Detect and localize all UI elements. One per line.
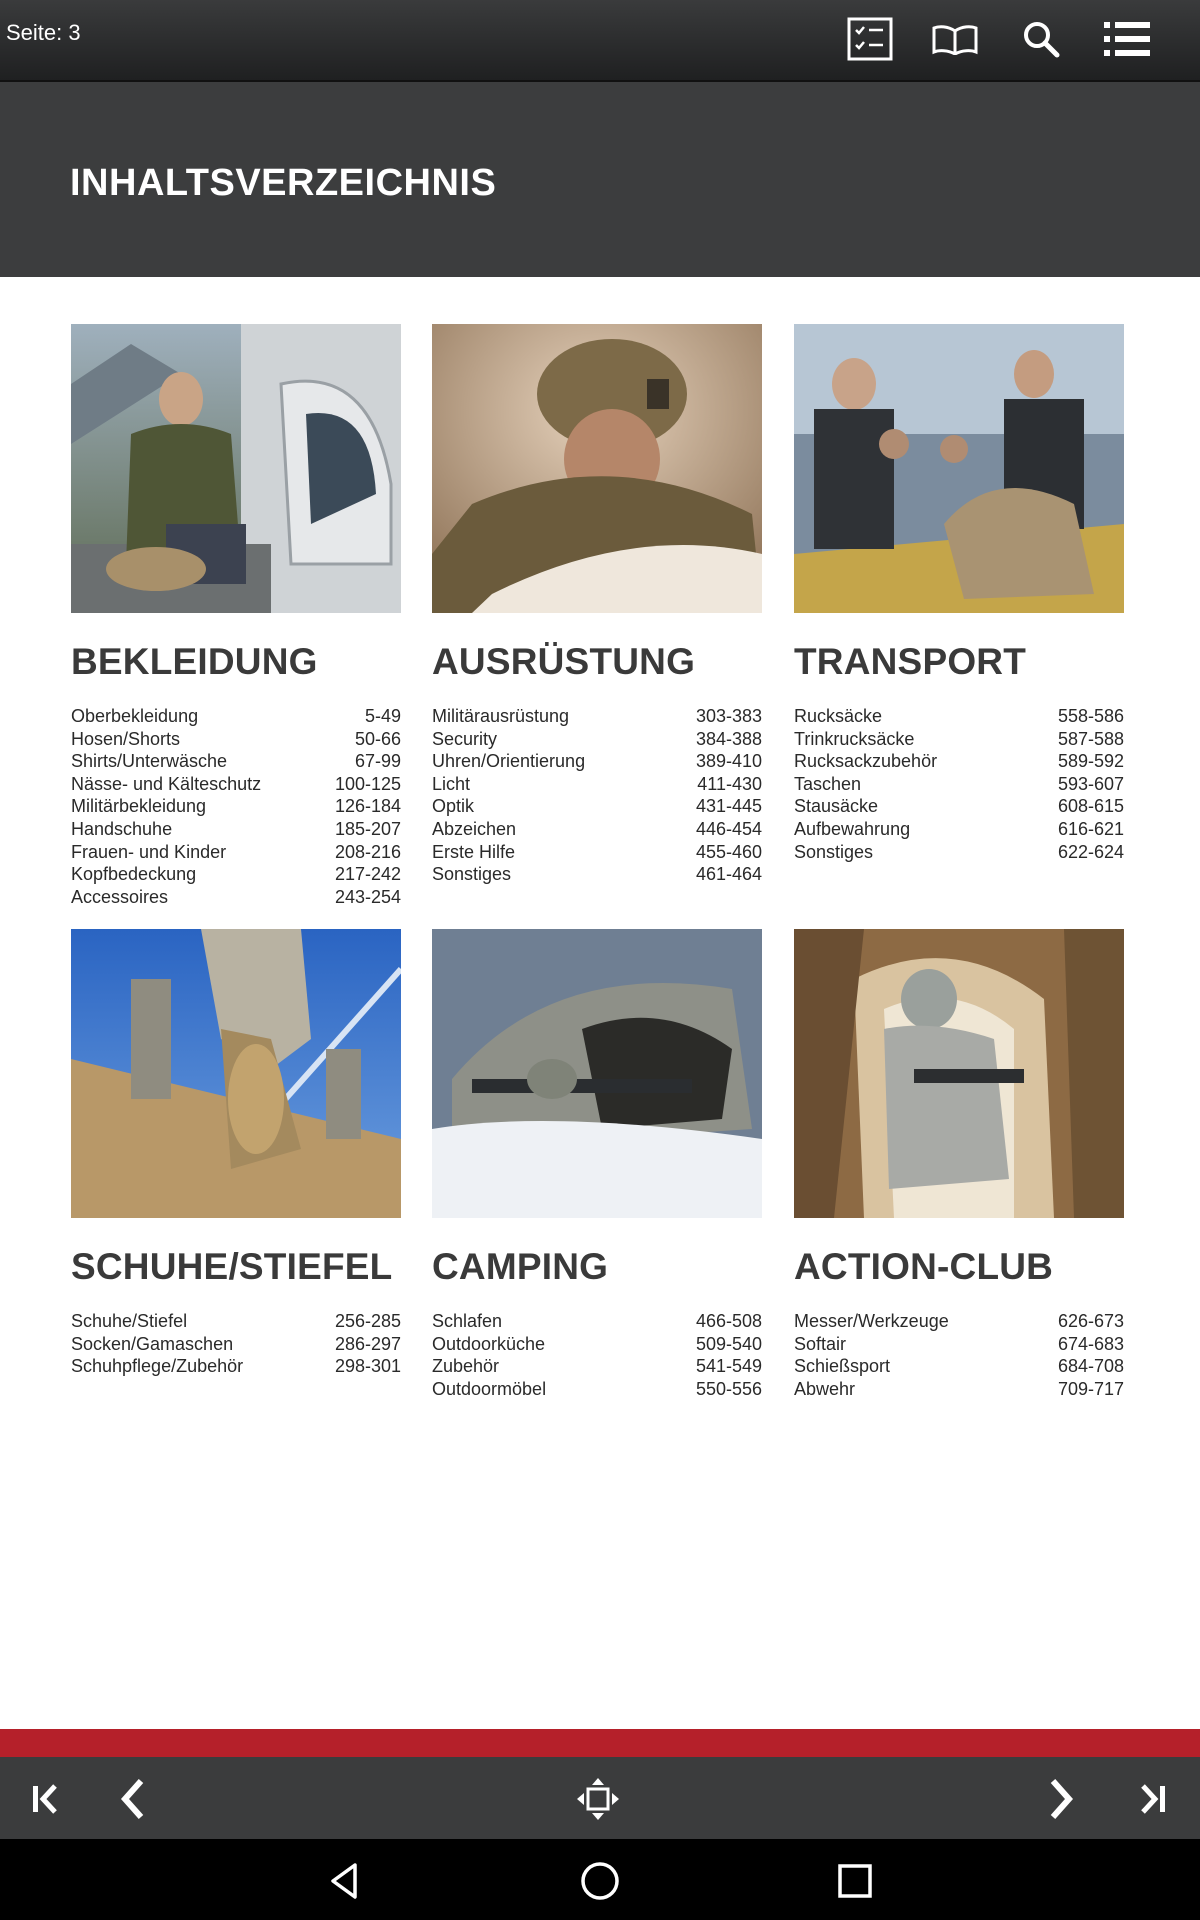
list-item[interactable]: Schießsport 684-708 bbox=[794, 1356, 1124, 1377]
first-page-icon[interactable] bbox=[18, 1771, 74, 1827]
accent-bar bbox=[0, 1729, 1200, 1757]
list-item[interactable]: Shirts/Unterwäsche 67-99 bbox=[71, 751, 401, 772]
list-item[interactable]: Militärbekleidung 126-184 bbox=[71, 796, 401, 817]
list-item[interactable]: Abwehr 709-717 bbox=[794, 1378, 1124, 1399]
list-item[interactable]: Optik 431-445 bbox=[432, 796, 762, 817]
list-item[interactable]: Outdoorküche 509-540 bbox=[432, 1333, 762, 1354]
list-item[interactable]: Stausäcke 608-615 bbox=[794, 796, 1124, 817]
system-navigation-bar bbox=[0, 1839, 1200, 1920]
list-item[interactable]: Oberbekleidung 5-49 bbox=[71, 706, 401, 726]
list-item[interactable]: Messer/Werkzeuge 626-673 bbox=[794, 1311, 1124, 1331]
list-item[interactable]: Socken/Gamaschen 286-297 bbox=[71, 1333, 401, 1354]
list-item[interactable]: Schuhpflege/Zubehör 298-301 bbox=[71, 1356, 401, 1377]
list-item[interactable]: Aufbewahrung 616-621 bbox=[794, 818, 1124, 839]
list-menu-icon[interactable] bbox=[1102, 16, 1152, 62]
category-heading: CAMPING bbox=[432, 1246, 609, 1287]
list-item[interactable]: Kopfbedeckung 217-242 bbox=[71, 864, 401, 885]
category-index-list bbox=[794, 1310, 1124, 1400]
soldier-cave-photo bbox=[794, 929, 1124, 1218]
list-item[interactable]: Nässe- und Kälteschutz 100-125 bbox=[71, 773, 401, 794]
category-action-club[interactable] bbox=[794, 929, 1124, 1400]
page-title: INHALTSVERZEICHNIS bbox=[70, 162, 497, 204]
soldier-map-photo bbox=[432, 324, 762, 613]
category-heading: TRANSPORT bbox=[794, 641, 1027, 682]
sniper-tent-snow-photo bbox=[432, 929, 762, 1218]
category-index-list bbox=[71, 1310, 401, 1378]
list-item[interactable]: Schlafen 466-508 bbox=[432, 1311, 762, 1331]
list-item[interactable]: Softair 674-683 bbox=[794, 1333, 1124, 1354]
list-item[interactable]: Trinkrucksäcke 587-588 bbox=[794, 728, 1124, 749]
list-item[interactable]: Rucksackzubehör 589-592 bbox=[794, 751, 1124, 772]
soldiers-backpacks-photo bbox=[794, 324, 1124, 613]
list-item[interactable]: Taschen 593-607 bbox=[794, 773, 1124, 794]
page-navigation-bar bbox=[0, 1757, 1200, 1839]
list-item[interactable]: Frauen- und Kinder 208-216 bbox=[71, 841, 401, 862]
list-item[interactable]: Security 384-388 bbox=[432, 728, 762, 749]
category-ausruestung[interactable] bbox=[432, 324, 762, 886]
list-item[interactable]: Licht 411-430 bbox=[432, 773, 762, 794]
last-page-icon[interactable] bbox=[1124, 1771, 1180, 1827]
soldiers-boots-photo bbox=[71, 929, 401, 1218]
category-heading: ACTION-CLUB bbox=[794, 1246, 1054, 1287]
list-item[interactable]: Abzeichen 446-454 bbox=[432, 818, 762, 839]
list-item[interactable]: Accessoires 243-254 bbox=[71, 886, 401, 907]
list-item[interactable]: Rucksäcke 558-586 bbox=[794, 706, 1124, 726]
fit-screen-icon[interactable] bbox=[570, 1771, 626, 1827]
list-item[interactable]: Sonstiges 622-624 bbox=[794, 841, 1124, 862]
category-bekleidung[interactable] bbox=[71, 324, 401, 908]
page-indicator: Seite: 3 bbox=[6, 20, 81, 45]
list-item[interactable]: Zubehör 541-549 bbox=[432, 1356, 762, 1377]
category-index-list bbox=[432, 1310, 762, 1400]
category-camping[interactable] bbox=[432, 929, 762, 1400]
list-item[interactable]: Hosen/Shorts 50-66 bbox=[71, 728, 401, 749]
category-index-list bbox=[432, 705, 762, 886]
category-heading: BEKLEIDUNG bbox=[71, 641, 318, 682]
list-item[interactable]: Schuhe/Stiefel 256-285 bbox=[71, 1311, 401, 1331]
search-icon[interactable] bbox=[1016, 16, 1066, 62]
previous-page-icon[interactable] bbox=[104, 1771, 160, 1827]
book-icon[interactable] bbox=[930, 16, 980, 62]
category-transport[interactable] bbox=[794, 324, 1124, 863]
list-item[interactable]: Sonstiges 461-464 bbox=[432, 864, 762, 885]
list-item[interactable]: Outdoormöbel 550-556 bbox=[432, 1378, 762, 1399]
soldier-helicopter-photo bbox=[71, 324, 401, 613]
list-item[interactable]: Militärausrüstung 303-383 bbox=[432, 706, 762, 726]
category-heading: SCHUHE/STIEFEL bbox=[71, 1246, 393, 1287]
category-index-list bbox=[794, 705, 1124, 863]
list-item[interactable]: Erste Hilfe 455-460 bbox=[432, 841, 762, 862]
list-item[interactable]: Uhren/Orientierung 389-410 bbox=[432, 751, 762, 772]
category-schuhe-stiefel[interactable] bbox=[71, 929, 401, 1378]
back-icon[interactable] bbox=[315, 1851, 375, 1911]
recents-icon[interactable] bbox=[825, 1851, 885, 1911]
home-icon[interactable] bbox=[570, 1851, 630, 1911]
list-item[interactable]: Handschuhe 185-207 bbox=[71, 818, 401, 839]
app-toolbar bbox=[0, 0, 1200, 82]
checklist-icon[interactable] bbox=[845, 16, 895, 62]
header-band bbox=[0, 82, 1200, 277]
next-page-icon[interactable] bbox=[1034, 1771, 1090, 1827]
category-index-list bbox=[71, 705, 401, 908]
category-heading: AUSRÜSTUNG bbox=[432, 641, 696, 682]
